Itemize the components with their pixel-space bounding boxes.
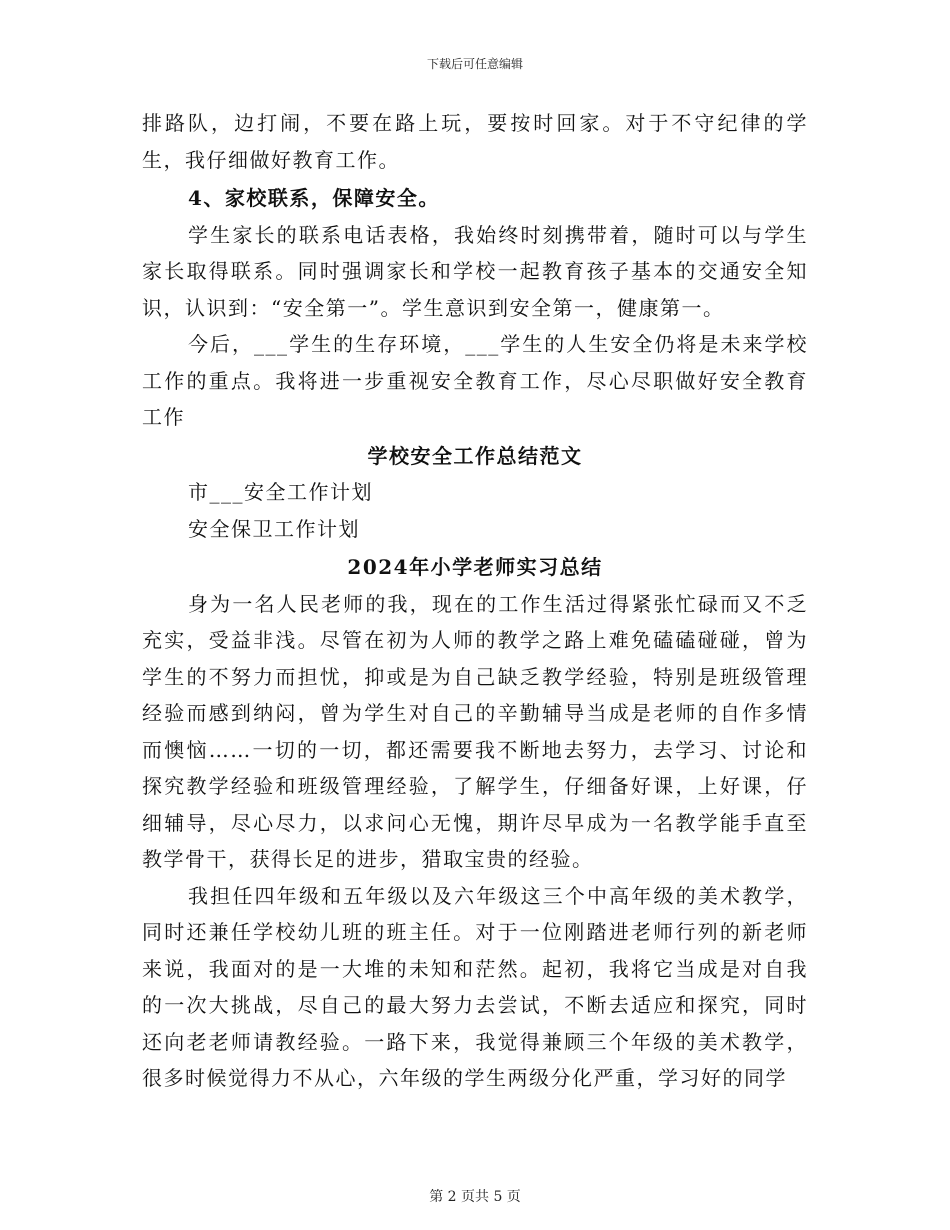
section-heading-4: 4、家校联系，保障安全。 xyxy=(188,186,440,210)
document-body xyxy=(142,105,808,1097)
page-header: 下载后可任意编辑 xyxy=(426,57,523,71)
paragraph-3: 今后，___学生的生存环境，___学生的人生安全仍将是未来学校工作的重点。我将进一步重视安全教育工作，尽心尽职做好安全教育工作 xyxy=(142,332,808,429)
paragraph-1: 排路队，边打闹，不要在路上玩，要按时回家。对于不守纪律的学生，我仔细做好教育工作。 xyxy=(142,111,808,172)
related-link-2[interactable]: 安全保卫工作计划 xyxy=(188,516,360,541)
paragraph-4: 身为一名人民老师的我，现在的工作生活过得紧张忙碌而又不乏充实，受益非浅。尽管在初为人师的教学之路上难免磕磕碰碰，曾为学生的不努力而担忧，抑或是为自己缺乏教学经验，特别是班级管理经验而感到纳闷，曾为学生对自己的辛勤辅导当成是老师的自作多情而懊恼……一切的一切，都还需要我不断地去努力，去学习、讨论和探究教学经验和班级管理经验，了解学生，仔细备好课，上好课，仔细辅导，尽心尽力，以求问心无愧，期许尽早成为一名教学能手直至教学骨干，获得长足的进步，猎取宝贵的经验。 xyxy=(142,591,808,871)
related-link-1[interactable]: 市___安全工作计划 xyxy=(188,480,373,504)
document-title-1: 学校安全工作总结范文 xyxy=(367,443,583,468)
document-title-2: 2024年小学老师实习总结 xyxy=(347,555,603,579)
paragraph-2: 学生家长的联系电话表格，我始终时刻携带着，随时可以与学生家长取得联系。同时强调家长和学校一起教育孩子基本的交通安全知识，认识到：“安全第一”。学生意识到安全第一，健康第一。 xyxy=(142,222,808,320)
page-footer: 第 2 页共 5 页 xyxy=(429,1189,521,1205)
paragraph-5: 我担任四年级和五年级以及六年级这三个中高年级的美术教学，同时还兼任学校幼儿班的班主任。对于一位刚踏进老师行列的新老师来说，我面对的是一大堆的未知和茫然。起初，我将它当成是对自我的一次大挑战，尽自己的最大努力去尝试，不断去适应和探究，同时还向老老师请教经验。一路下来，我觉得兼顾三个年级的美术教学，很多时候觉得力不从心，六年级的学生两级分化严重，学习好的同学 xyxy=(142,883,808,1090)
